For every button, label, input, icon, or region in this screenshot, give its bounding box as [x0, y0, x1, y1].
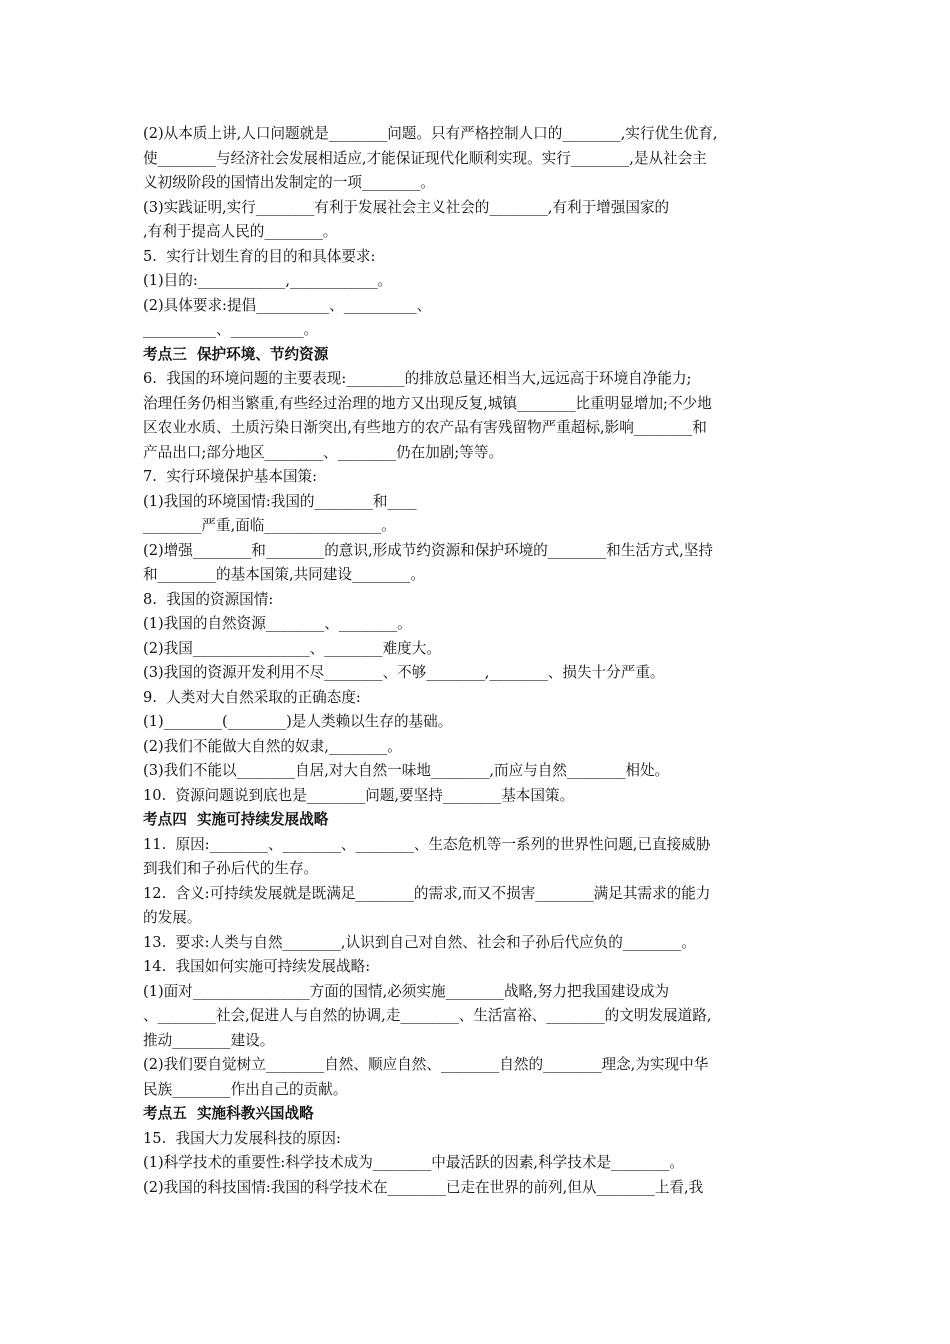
text-line: ,有利于提高人民的________。	[143, 223, 338, 240]
text-line: 5. 实行计划生育的目的和具体要求:	[143, 247, 376, 265]
text-line: 产品出口;部分地区________、________仍在加剧;等等。	[143, 443, 504, 461]
text-line: 治理任务仍相当繁重,有些经过治理的地方又出现反复,城镇________比重明显增加;不少地	[143, 394, 712, 412]
text-line: 到我们和子孙后代的生存。	[143, 860, 319, 877]
text-line: (1)我国的自然资源________、________。	[143, 615, 412, 632]
text-line: (1)________(________)是人类赖以生存的基础。	[143, 713, 453, 730]
text-line: 6. 我国的环境问题的主要表现:________的排放总量还相当大,远远高于环境自净能力;	[143, 370, 692, 387]
text-line: (3)实践证明,实行________有利于发展社会主义社会的________,有利于增强国家的	[143, 198, 670, 216]
text-line: ________严重,面临________________。	[143, 517, 396, 534]
section-heading: 考点四 实施可持续发展战略	[143, 811, 329, 828]
text-line: 15. 我国大力发展科技的原因:	[143, 1129, 341, 1147]
text-line: 推动________建设。	[143, 1031, 275, 1049]
text-line: (3)我国的资源开发利用不尽________、不够________,________、损失十分严重。	[143, 664, 665, 681]
text-line: 12. 含义:可持续发展就是既满足________的需求,而又不损害________满足其需求的能力	[143, 884, 711, 902]
text-line: 11. 原因:________、________、________、生态危机等一系列的世界性问题,已直接威胁	[143, 835, 711, 853]
text-line: (2)增强________和________的意识,形成节约资源和保护环境的________和生活方式,坚持	[143, 541, 713, 559]
text-line: 义初级阶段的国情出发制定的一项________。	[143, 174, 435, 191]
text-line: 9. 人类对大自然采取的正确态度:	[143, 688, 361, 706]
text-line: 7. 实行环境保护基本国策:	[143, 468, 318, 485]
section-heading: 考点五 实施科教兴国战略	[143, 1105, 314, 1122]
text-line: 8. 我国的资源国情:	[143, 590, 274, 608]
text-line: 的发展。	[143, 909, 202, 926]
text-line: 10. 资源问题说到底也是________问题,要坚持________基本国策。	[143, 786, 575, 804]
text-line: __________、__________。	[143, 321, 319, 338]
text-line: (1)目的:____________,____________。	[143, 272, 393, 289]
text-line: 使________与经济社会发展相适应,才能保证现代化顺利实现。实行________,是从社会主	[143, 149, 707, 167]
text-line: 、________社会,促进人与自然的协调,走________、生活富裕、________的文明发展道路,	[143, 1007, 712, 1024]
text-line: 区农业水质、土质污染日渐突出,有些地方的农产品有害残留物严重超标,影响________和	[143, 419, 707, 436]
text-line: 和________的基本国策,共同建设________。	[143, 566, 425, 583]
text-line: 13. 要求:人类与自然________,认识到自己对自然、社会和子孙后代应负的________。	[143, 933, 696, 951]
text-line: (2)从本质上讲,人口问题就是________问题。只有严格控制人口的________,实行优生优育,	[143, 125, 718, 142]
text-line: (1)面对________________方面的国情,必须实施________战略,努力把我国建设成为	[143, 982, 670, 1000]
text-line: (2)我们要自觉树立________自然、顺应自然、________自然的________理念,为实现中华	[143, 1056, 709, 1073]
document-body	[143, 122, 811, 1200]
text-line: (3)我们不能以________自居,对大自然一味地________,而应与自然________相处。	[143, 762, 670, 779]
text-line: (1)科学技术的重要性:科学技术成为________中最活跃的因素,科学技术是________。	[143, 1154, 685, 1171]
text-line: (2)我们不能做大自然的奴隶,________。	[143, 737, 402, 755]
text-line: (1)我国的环境国情:我国的________和____	[143, 492, 417, 510]
text-line: (2)我国的科技国情:我国的科学技术在________已走在世界的前列,但从________上看,我	[143, 1178, 704, 1196]
text-line: (2)具体要求:提倡__________、__________、	[143, 296, 432, 314]
text-line: 14. 我国如何实施可持续发展战略:	[143, 958, 371, 975]
text-line: (2)我国________________、________难度大。	[143, 639, 441, 657]
text-line: 民族________作出自己的贡献。	[143, 1080, 348, 1098]
section-heading: 考点三 保护环境、节约资源	[143, 345, 329, 363]
